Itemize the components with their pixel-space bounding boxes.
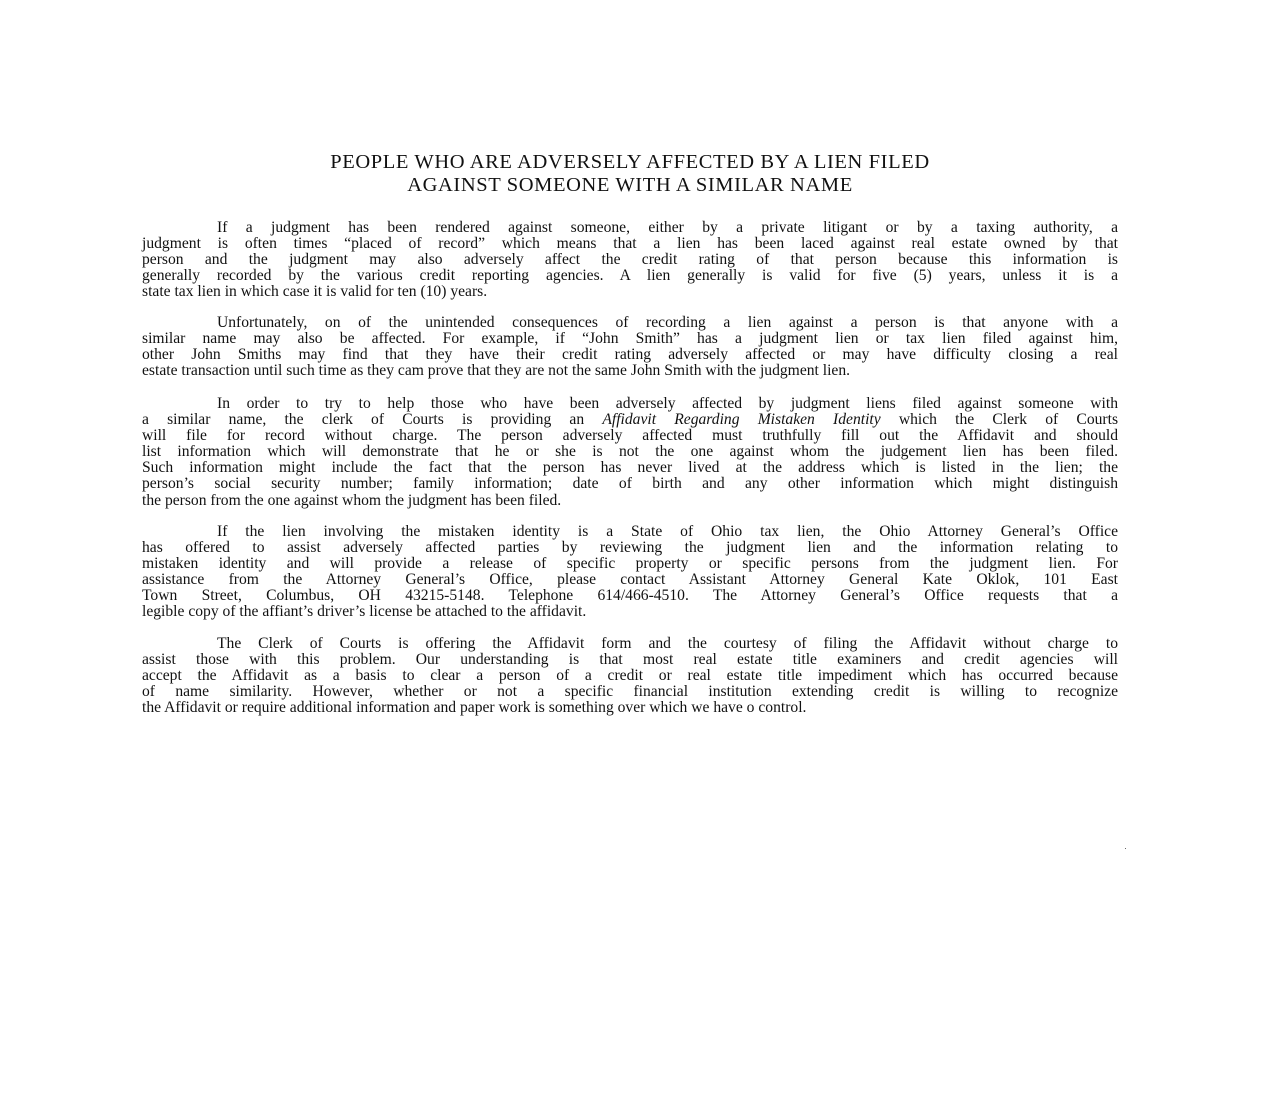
text-line: the person from the one against whom the judgment has been filed. [142, 491, 562, 509]
text-line [142, 412, 1118, 428]
text-line: Such information might include the fact that the person has never lived at the address which is listed in the lien; the [142, 459, 1118, 477]
paragraph-2 [142, 315, 1118, 379]
text-line: legible copy of the affiant’s driver’s license be attached to the affidavit. [142, 603, 587, 621]
text-line: generally recorded by the various credit reporting agencies. A lien generally is valid for five (5) years, unless it is a [142, 267, 1118, 285]
text-line: The Clerk of Courts is offering the Affidavit form and the courtesy of filing the Affidavit without charge to [217, 635, 1118, 652]
paragraph-1 [142, 220, 1118, 300]
text-line: of name similarity. However, whether or not a specific financial institution extending credit is willing to recognize [142, 683, 1118, 701]
text-line: If the lien involving the mistaken identity is a State of Ohio tax lien, the Ohio Attorney General’s Office [217, 523, 1118, 540]
paragraph-5 [142, 636, 1118, 716]
text-line: similar name may also be affected. For example, if “John Smith” has a judgment lien or tax lien filed against him, [142, 330, 1118, 348]
title-line: PEOPLE WHO ARE ADVERSELY AFFECTED BY A LIEN FILED [330, 151, 930, 173]
text-line: If a judgment has been rendered against someone, either by a private litigant or by a taxing authority, a [217, 219, 1118, 236]
text-line: mistaken identity and will provide a release of specific property or specific persons from the judgment lien. For [142, 555, 1118, 573]
text-line: assist those with this problem. Our understanding is that most real estate title examiners and credit agencies will [142, 651, 1118, 669]
text-line: estate transaction until such time as they cam prove that they are not the same John Smith with the judgment lien. [142, 362, 851, 380]
text-segment: which the Clerk of Courts [898, 411, 1119, 429]
document-title [0, 151, 1260, 197]
title-line: AGAINST SOMEONE WITH A SIMILAR NAME [407, 174, 853, 196]
text-line: person and the judgment may also adversely affect the credit rating of that person because this information is [142, 251, 1118, 269]
text-line: assistance from the Attorney General’s Office, please contact Assistant Attorney General Kate Oklok, 101 East [142, 571, 1118, 589]
affidavit-title: Affidavit Regarding Mistaken Identity [602, 411, 881, 429]
text-line: judgment is often times “placed of record” which means that a lien has been laced against real estate owned by that [142, 235, 1118, 253]
text-line: the Affidavit or require additional information and paper work is something over which we have o control. [142, 699, 807, 717]
text-line: other John Smiths may find that they have their credit rating adversely affected or may have difficulty closing a real [142, 346, 1118, 364]
paragraph-4 [142, 524, 1118, 621]
text-line: has offered to assist adversely affected parties by reviewing the judgment lien and the information relating to [142, 539, 1118, 557]
text-line: Town Street, Columbus, OH 43215-5148. Telephone 614/466-4510. The Attorney General’s Office requests that a [142, 587, 1118, 605]
text-line: accept the Affidavit as a basis to clear a person of a credit or real estate title impediment which has occurred because [142, 667, 1118, 685]
paragraph-3 [142, 396, 1118, 509]
text-line: Unfortunately, on of the unintended consequences of recording a lien against a person is that anyone with a [217, 314, 1118, 331]
text-segment: a similar name, the clerk of Courts is providing an [142, 411, 585, 429]
text-line: In order to try to help those who have been adversely affected by judgment liens filed against someone with [217, 395, 1118, 412]
text-line: list information which will demonstrate that he or she is not the one against whom the judgement lien has been filed. [142, 443, 1118, 461]
text-line: will file for record without charge. The person adversely affected must truthfully fill out the Affidavit and should [142, 427, 1118, 445]
scan-speck [1125, 848, 1126, 849]
text-line: person’s social security number; family information; date of birth and any other information which might distinguish [142, 475, 1118, 493]
text-line: state tax lien in which case it is valid for ten (10) years. [142, 283, 488, 301]
